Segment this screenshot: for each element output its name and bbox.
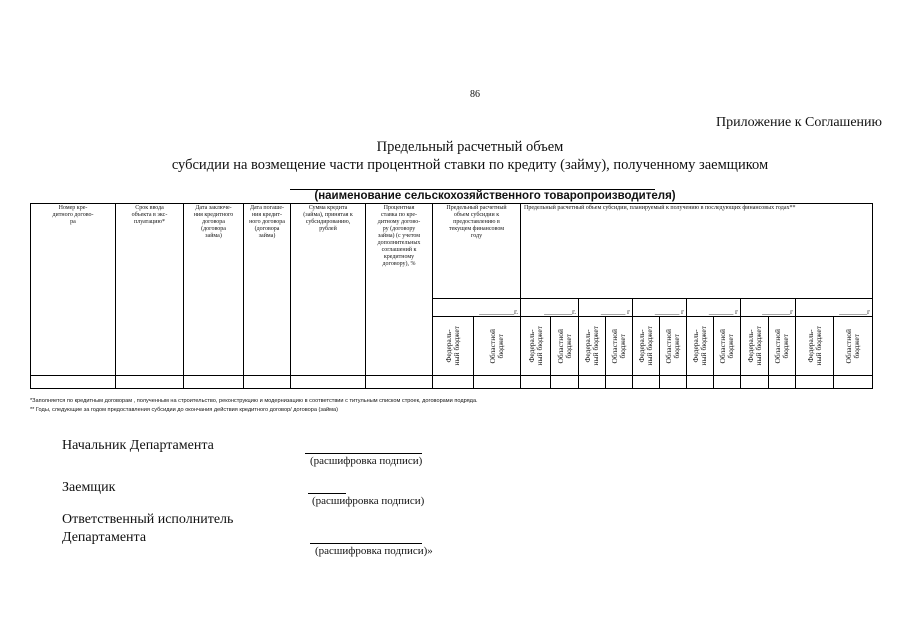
signature-line xyxy=(310,543,422,544)
data-cell xyxy=(244,376,291,389)
budget-cell xyxy=(633,317,660,376)
data-cell xyxy=(741,376,769,389)
data-cell xyxy=(31,376,116,389)
header-label: Процентная ставка по кре- дитному догово- ру (договору займа) (с учетом дополнительных соглашений к кредитному договору), % xyxy=(377,205,421,267)
regional-budget-label: Областной бюджет xyxy=(555,328,573,364)
federal-budget-label: Федераль- ный бюджет xyxy=(805,326,823,366)
signature-caption: (расшифровка подписи)» xyxy=(315,545,433,557)
regional-budget-label: Областной бюджет xyxy=(773,328,790,364)
data-cell xyxy=(769,376,796,389)
year-label: _______ г xyxy=(687,299,741,317)
year-label: __________г. xyxy=(433,299,521,317)
producer-name-caption: (наименование сельскохозяйственного товаропроизводителя) xyxy=(314,190,676,202)
executor-title-line-1: Ответственный исполнитель xyxy=(62,512,234,527)
budget-cell xyxy=(551,317,579,376)
year-label: ________г xyxy=(741,299,796,317)
header-future-years-subsidy xyxy=(521,204,873,299)
year-label: ________г xyxy=(796,299,873,317)
year-label: _______ г xyxy=(579,299,633,317)
regional-budget-label: Областной бюджет xyxy=(610,328,627,364)
header-label: Сумма кредита (займа), принятая к субсидированию, рублей xyxy=(303,205,353,232)
subsidy-table xyxy=(30,203,873,389)
regional-budget-label: Областной бюджет xyxy=(844,328,862,364)
data-cell xyxy=(834,376,873,389)
data-cell xyxy=(366,376,433,389)
document-title-line-2: субсидии на возмещение части процентной ставки по кредиту (займу), полученному заемщиком xyxy=(171,157,769,173)
document-title-line-1: Предельный расчетный объем xyxy=(376,139,564,155)
budget-cell xyxy=(660,317,687,376)
head-of-department-title: Начальник Департамента xyxy=(62,438,214,453)
borrower-title: Заемщик xyxy=(62,480,116,495)
executor-title-line-2: Департамента xyxy=(62,530,147,545)
header-credit-number xyxy=(31,204,116,376)
federal-budget-label: Федераль- ный бюджет xyxy=(444,326,461,366)
header-label: Предельный расчетный объем субсидии, планируемый к получению в последующих финансовых годах** xyxy=(524,205,796,211)
header-repayment-date xyxy=(244,204,291,376)
data-cell xyxy=(474,376,521,389)
data-cell xyxy=(687,376,714,389)
header-commissioning-date xyxy=(116,204,184,376)
signature-caption: (расшифровка подписи) xyxy=(312,495,425,507)
header-current-year-subsidy xyxy=(433,204,521,299)
budget-cell xyxy=(687,317,714,376)
budget-cell xyxy=(769,317,796,376)
page-number: 86 xyxy=(470,89,480,100)
signature-line xyxy=(305,453,422,454)
data-cell xyxy=(579,376,606,389)
header-label: Предельный расчетный объем субсидии к предоставлению в текущем финансовом году xyxy=(446,205,507,239)
budget-cell xyxy=(579,317,606,376)
header-interest-rate xyxy=(366,204,433,376)
signature-caption: (расшифровка подписи) xyxy=(310,455,423,467)
budget-cell xyxy=(606,317,633,376)
data-cell xyxy=(796,376,834,389)
year-label: ________г. xyxy=(521,299,579,317)
table-row xyxy=(31,376,873,389)
data-cell xyxy=(433,376,474,389)
regional-budget-label: Областной бюджет xyxy=(718,328,735,364)
data-cell xyxy=(521,376,551,389)
header-label: Дата заключе- ния кредитного договора (договора займа) xyxy=(193,205,234,239)
budget-cell xyxy=(474,317,521,376)
data-cell xyxy=(714,376,741,389)
appendix-label: Приложение к Соглашению xyxy=(716,115,882,130)
header-contract-date xyxy=(184,204,244,376)
data-cell xyxy=(633,376,660,389)
budget-cell xyxy=(834,317,873,376)
federal-budget-label: Федераль- ный бюджет xyxy=(745,326,763,366)
budget-cell xyxy=(741,317,769,376)
regional-budget-label: Областной бюджет xyxy=(664,328,681,364)
data-cell xyxy=(551,376,579,389)
data-cell xyxy=(660,376,687,389)
footnote-2: ** Годы, следующие за годом предоставления субсидии до окончания действия кредитного договор/ договора (займа) xyxy=(30,407,338,413)
data-cell xyxy=(116,376,184,389)
header-label: Срок ввода объекта в экс- плуатацию* xyxy=(131,205,168,225)
year-label: _______ г xyxy=(633,299,687,317)
budget-cell xyxy=(521,317,551,376)
federal-budget-label: Федераль- ный бюджет xyxy=(637,326,654,366)
regional-budget-label: Областной бюджет xyxy=(488,328,505,364)
header-label: Дата погаше- ния кредит- ного договора (договора займа) xyxy=(249,205,285,239)
signature-line xyxy=(308,493,346,494)
header-label: Номер кре- дитного догово- ра xyxy=(52,205,94,225)
federal-budget-label: Федераль- ный бюджет xyxy=(526,326,544,366)
data-cell xyxy=(606,376,633,389)
federal-budget-label: Федераль- ный бюджет xyxy=(583,326,600,366)
budget-cell xyxy=(796,317,834,376)
budget-cell xyxy=(714,317,741,376)
data-cell xyxy=(291,376,366,389)
footnote-1: *Заполняется по кредитным договорам , полученным на строительство, реконструкцию и модернизацию в соответствии с титульным списком строек, договорами подряда. xyxy=(30,398,478,404)
data-cell xyxy=(184,376,244,389)
header-credit-amount xyxy=(291,204,366,376)
budget-cell xyxy=(433,317,474,376)
federal-budget-label: Федераль- ный бюджет xyxy=(691,326,708,366)
